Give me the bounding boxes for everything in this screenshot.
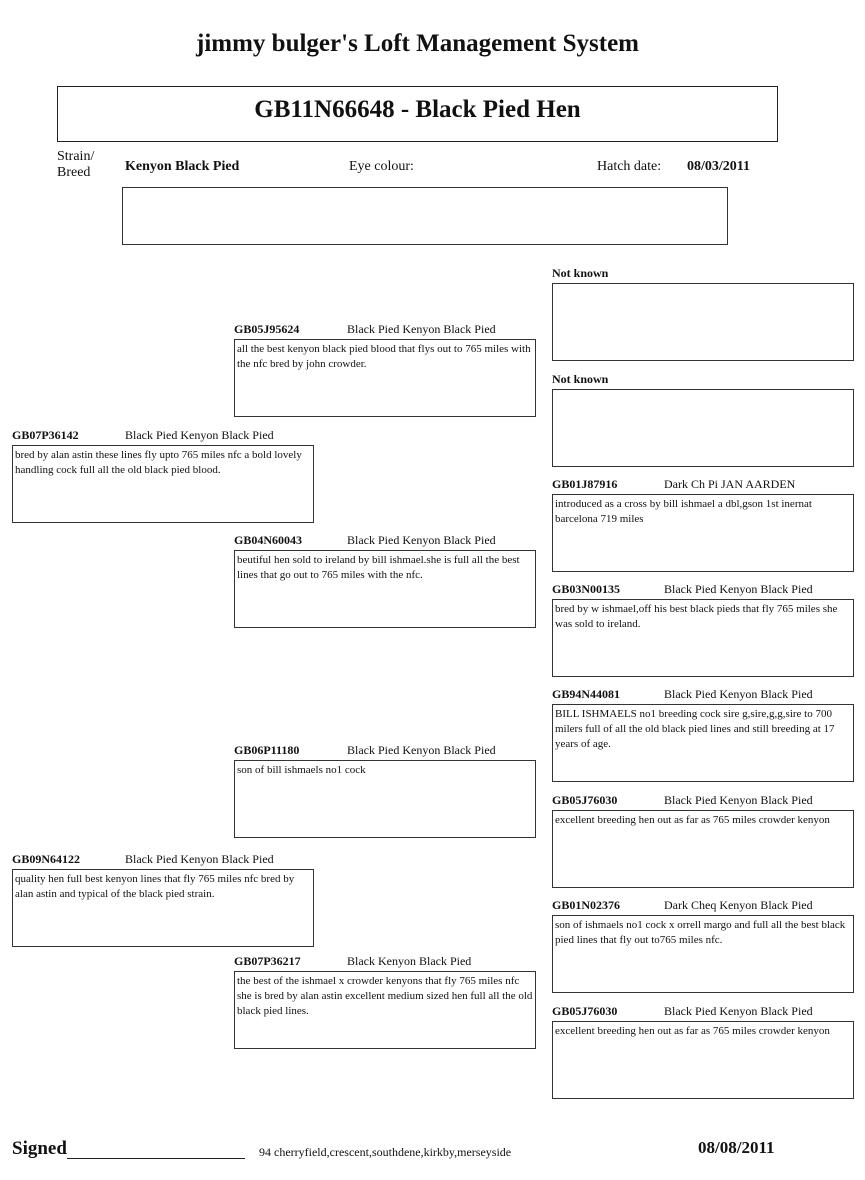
sire-sire-notes: all the best kenyon black pied blood that flys out to 765 miles with the nfc bred by john crowder. [234, 339, 536, 417]
great-grandparent-3-desc: Dark Ch Pi JAN AARDEN [664, 477, 796, 491]
great-grandparent-2-ring: Not known [552, 372, 609, 386]
great-grandparent-4-ring: GB03N00135 [552, 582, 621, 596]
great-grandparent-6-desc: Black Pied Kenyon Black Pied [664, 793, 813, 807]
sire-sire-desc: Black Pied Kenyon Black Pied [347, 322, 496, 336]
dam-dam-desc: Black Kenyon Black Pied [347, 954, 472, 968]
dam-dam-ring: GB07P36217 [234, 954, 301, 968]
hatch-date-label: Hatch date: [597, 159, 662, 174]
signature-line [67, 1158, 245, 1159]
great-grandparent-3-notes: introduced as a cross by bill ishmael a dbl,gson 1st inernat barcelona 719 miles [552, 494, 854, 572]
dam-sire-desc: Black Pied Kenyon Black Pied [347, 743, 496, 757]
great-grandparent-8-notes: excellent breeding hen out as far as 765 miles crowder kenyon [552, 1021, 854, 1099]
great-grandparent-1-notes [552, 283, 854, 361]
great-grandparent-6-ring: GB05J76030 [552, 793, 618, 807]
strain-label-line2: Breed [57, 165, 91, 180]
great-grandparent-5-ring: GB94N44081 [552, 687, 621, 701]
dam-desc: Black Pied Kenyon Black Pied [125, 852, 274, 866]
bird-title: GB11N66648 - Black Pied Hen [254, 96, 581, 123]
sire-notes: bred by alan astin these lines fly upto 765 miles nfc a bold lovely handling cock full all the old black pied blood. [12, 445, 314, 523]
dam-dam-notes: the best of the ishmael x crowder kenyons that fly 765 miles nfc she is bred by alan astin excellent medium sized hen full all the old black pied lines. [234, 971, 536, 1049]
dam-sire-notes: son of bill ishmaels no1 cock [234, 760, 536, 838]
sire-dam-ring: GB04N60043 [234, 533, 303, 547]
great-grandparent-7-ring: GB01N02376 [552, 898, 621, 912]
sire-desc: Black Pied Kenyon Black Pied [125, 428, 274, 442]
sire-dam-notes: beutiful hen sold to ireland by bill ishmael.she is full all the best lines that go out to 765 miles with the nfc. [234, 550, 536, 628]
great-grandparent-4-notes: bred by w ishmael,off his best black pieds that fly 765 miles she was sold to ireland. [552, 599, 854, 677]
dam-ring: GB09N64122 [12, 852, 81, 866]
signed-label: Signed [12, 1138, 67, 1159]
eye-colour-label: Eye colour: [349, 159, 414, 174]
sire-sire-ring: GB05J95624 [234, 322, 300, 336]
strain-label-line1: Strain/ [57, 149, 95, 164]
sire-ring: GB07P36142 [12, 428, 79, 442]
great-grandparent-7-desc: Dark Cheq Kenyon Black Pied [664, 898, 813, 912]
great-grandparent-5-notes: BILL ISHMAELS no1 breeding cock sire g,sire,g,g,sire to 700 milers full of all the old black pied lines and still breeding at 17 years of age. [552, 704, 854, 782]
bird-notes-box [122, 187, 728, 245]
great-grandparent-7-notes: son of ishmaels no1 cock x orrell margo and full all the best black pied lines that fly out to765 miles nfc. [552, 915, 854, 993]
strain-value: Kenyon Black Pied [125, 159, 240, 174]
dam-sire-ring: GB06P11180 [234, 743, 300, 757]
loft-address: 94 cherryfield,crescent,southdene,kirkby,merseyside [259, 1145, 512, 1159]
dam-notes: quality hen full best kenyon lines that fly 765 miles nfc bred by alan astin and typical of the black pied strain. [12, 869, 314, 947]
great-grandparent-3-ring: GB01J87916 [552, 477, 618, 491]
great-grandparent-2-notes [552, 389, 854, 467]
great-grandparent-4-desc: Black Pied Kenyon Black Pied [664, 582, 813, 596]
page-title: jimmy bulger's Loft Management System [196, 30, 639, 57]
hatch-date-value: 08/03/2011 [687, 159, 751, 174]
great-grandparent-6-notes: excellent breeding hen out as far as 765 miles crowder kenyon [552, 810, 854, 888]
great-grandparent-8-desc: Black Pied Kenyon Black Pied [664, 1004, 813, 1018]
great-grandparent-1-ring: Not known [552, 266, 609, 280]
great-grandparent-8-ring: GB05J76030 [552, 1004, 618, 1018]
print-date: 08/08/2011 [698, 1138, 775, 1157]
great-grandparent-5-desc: Black Pied Kenyon Black Pied [664, 687, 813, 701]
sire-dam-desc: Black Pied Kenyon Black Pied [347, 533, 496, 547]
